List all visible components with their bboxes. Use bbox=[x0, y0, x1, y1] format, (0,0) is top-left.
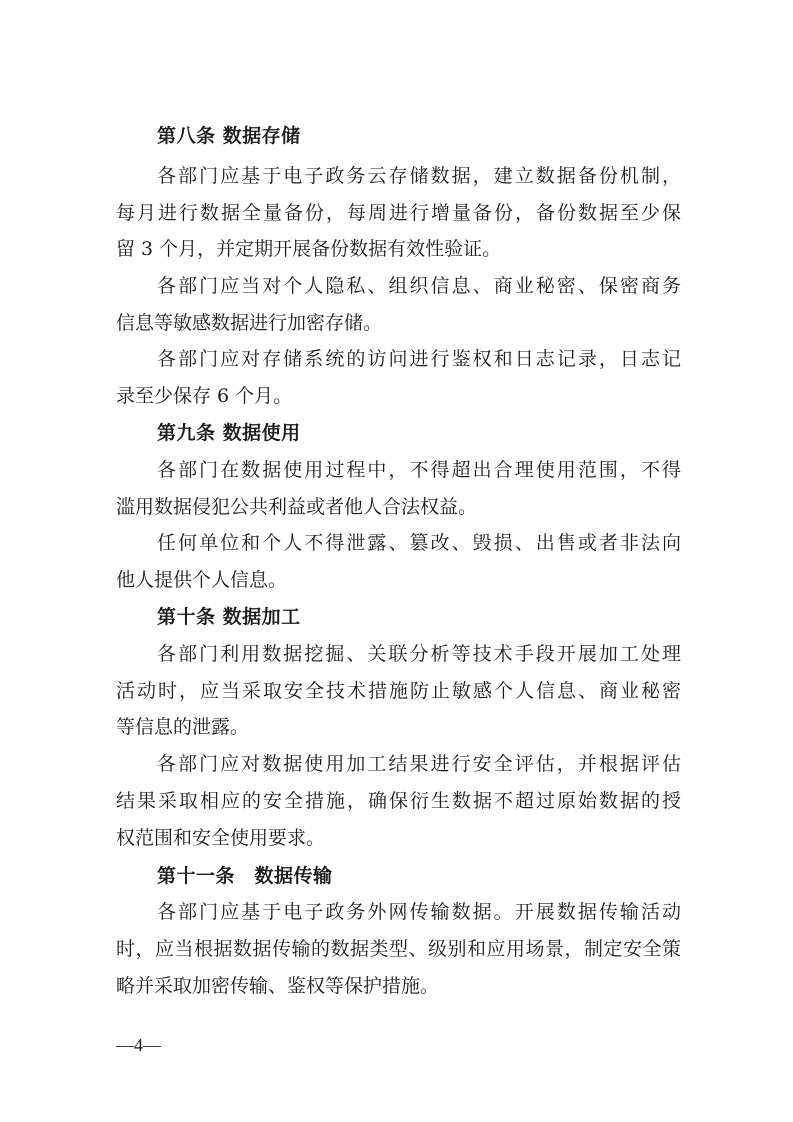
paragraph-line: 每月进行数据全量备份，每周进行增量备份，备份数据至少保 bbox=[116, 202, 681, 224]
paragraph-line: 略并采取加密传输、鉴权等保护措施。 bbox=[116, 975, 440, 997]
paragraph-line: 信息等敏感数据进行加密存储。 bbox=[116, 312, 383, 334]
paragraph-line: 录至少保存 6 个月。 bbox=[116, 385, 293, 407]
paragraph-line: 结果采取相应的安全措施，确保衍生数据不超过原始数据的授 bbox=[116, 790, 681, 812]
paragraph-line: 他人提供个人信息。 bbox=[116, 569, 288, 591]
page-number: —4— bbox=[116, 1035, 161, 1055]
paragraph-line: 滥用数据侵犯公共利益或者他人合法权益。 bbox=[116, 496, 478, 518]
article-8-heading: 第八条 数据存储 bbox=[157, 125, 301, 147]
paragraph-line: 各部门应基于电子政务云存储数据，建立数据备份机制， bbox=[157, 165, 681, 187]
paragraph-line: 各部门应当对个人隐私、组织信息、商业秘密、保密商务 bbox=[157, 275, 681, 297]
paragraph-line: 活动时，应当采取安全技术措施防止敏感个人信息、商业秘密 bbox=[116, 680, 681, 702]
paragraph-line: 时，应当根据数据传输的数据类型、级别和应用场景，制定安全策 bbox=[116, 938, 681, 960]
paragraph-line: 等信息的泄露。 bbox=[116, 716, 250, 738]
article-10-heading: 第十条 数据加工 bbox=[157, 606, 301, 628]
paragraph-line: 各部门应对存储系统的访问进行鉴权和日志记录，日志记 bbox=[157, 348, 681, 370]
paragraph-line: 各部门利用数据挖掘、关联分析等技术手段开展加工处理 bbox=[157, 643, 681, 665]
paragraph-line: 各部门在数据使用过程中，不得超出合理使用范围，不得 bbox=[157, 459, 681, 481]
article-11-heading: 第十一条 数据传输 bbox=[157, 865, 333, 887]
paragraph-line: 权范围和安全使用要求。 bbox=[116, 827, 326, 849]
paragraph-line: 各部门应对数据使用加工结果进行安全评估，并根据评估 bbox=[157, 753, 681, 775]
article-9-heading: 第九条 数据使用 bbox=[157, 422, 301, 444]
paragraph-line: 任何单位和个人不得泄露、篡改、毁损、出售或者非法向 bbox=[157, 532, 681, 554]
paragraph-line: 留 3 个月，并定期开展备份数据有效性验证。 bbox=[116, 238, 502, 260]
paragraph-line: 各部门应基于电子政务外网传输数据。开展数据传输活动 bbox=[157, 901, 681, 923]
